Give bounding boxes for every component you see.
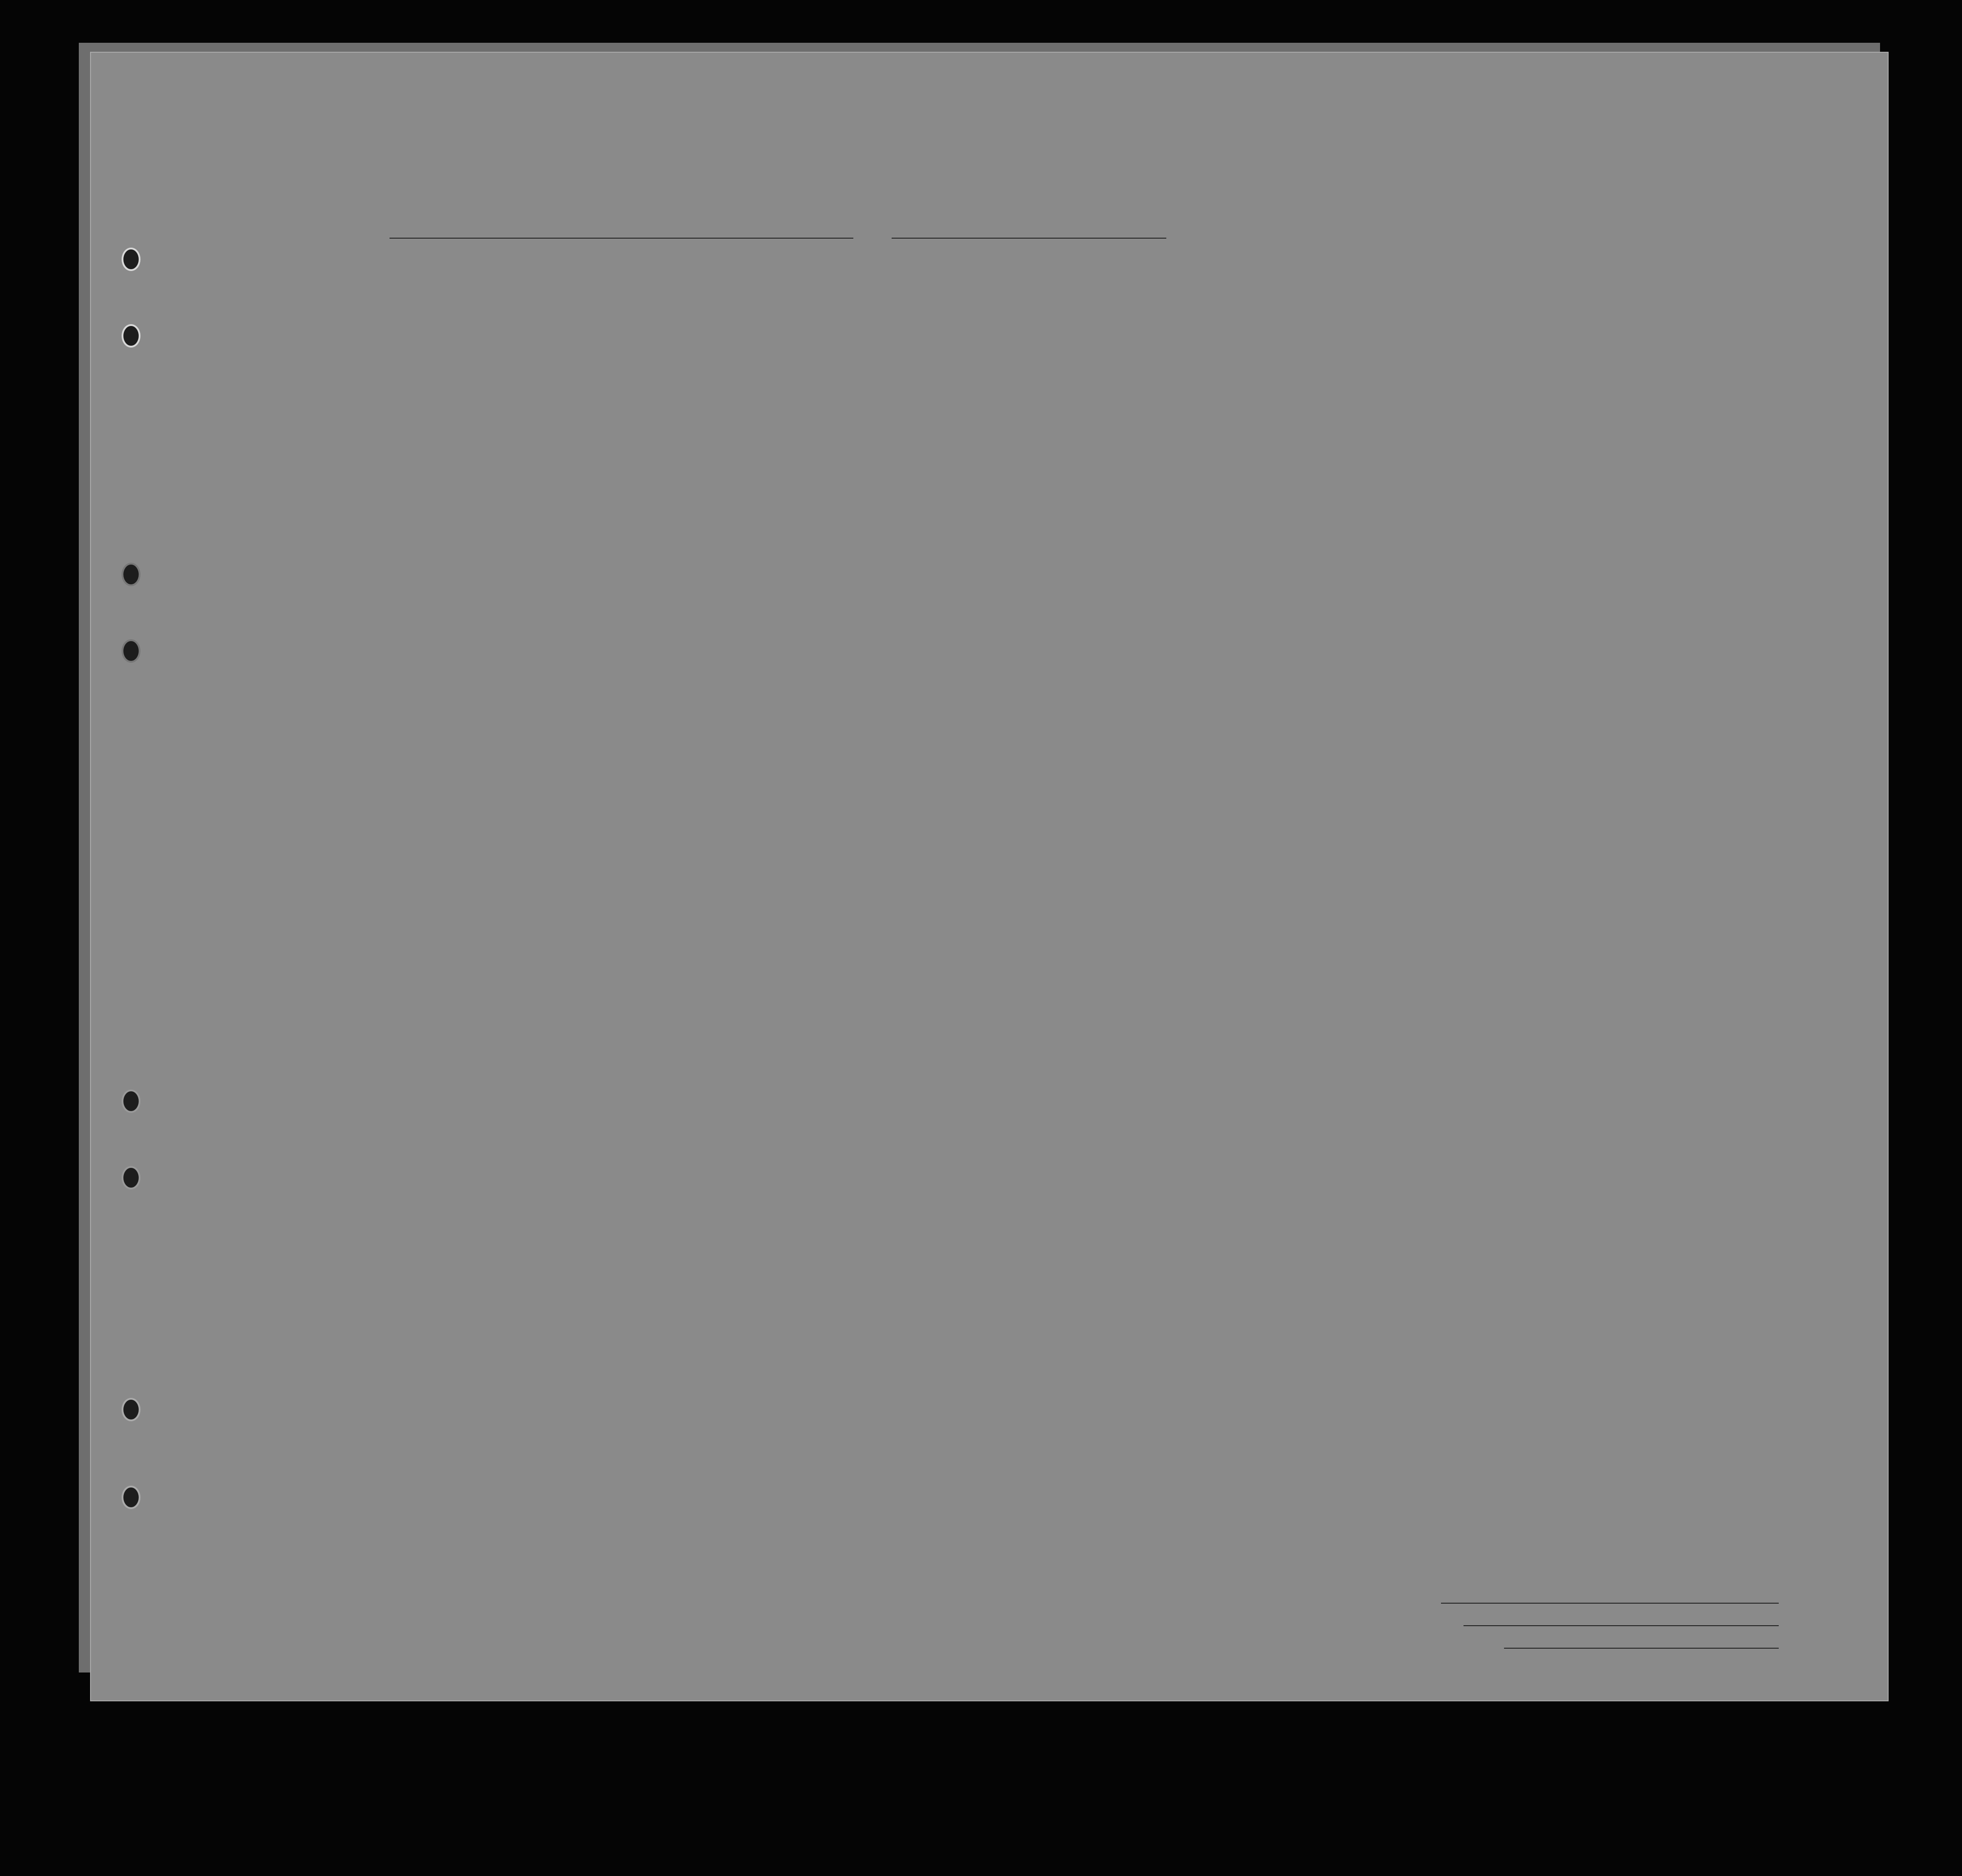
- line-underline: [1441, 1603, 1779, 1604]
- owners-underline: [1464, 1625, 1779, 1626]
- binder-hole: [122, 639, 140, 663]
- binder-hole: [122, 248, 140, 271]
- agents-underline: [1504, 1648, 1779, 1649]
- binder-hole: [122, 324, 140, 348]
- header-passage-paid: [628, 323, 705, 338]
- binder-hole: [122, 1398, 140, 1421]
- binder-hole: [122, 1089, 140, 1113]
- header-before-in-us: [745, 298, 912, 308]
- binder-hole: [122, 563, 140, 586]
- binder-hole: [122, 1486, 140, 1509]
- header-final-destination: [446, 303, 590, 312]
- binder-hole: [122, 1166, 140, 1189]
